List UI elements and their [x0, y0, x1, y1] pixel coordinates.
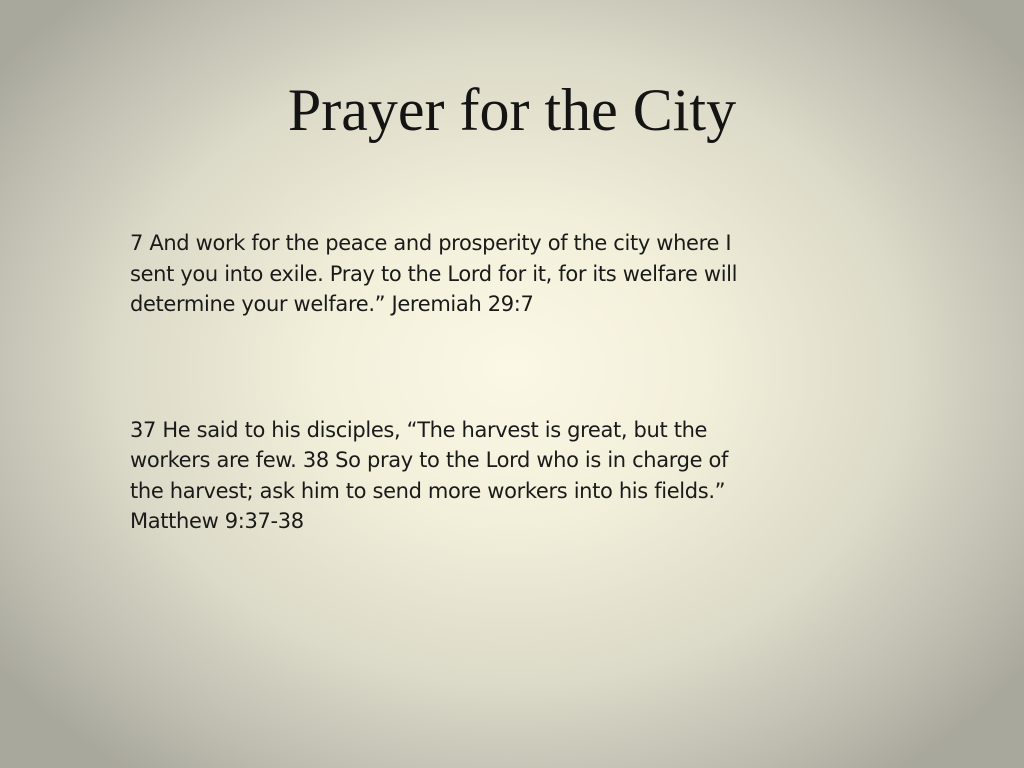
scripture-paragraph-matthew: 37 He said to his disciples, “The harvest is great, but the workers are few. 38 So pray to the Lord who is in charge of the harvest; ask him to send more workers into his fields.” Matthew 9:37-38 [130, 417, 729, 533]
slide-body [130, 228, 890, 537]
slide-title: Prayer for the City [287, 77, 737, 143]
scripture-paragraph-jeremiah: 7 And work for the peace and prosperity of the city where I sent you into exile. Pray to the Lord for it, for its welfare will determine your welfare.” Jeremiah 29:7 [130, 231, 738, 316]
